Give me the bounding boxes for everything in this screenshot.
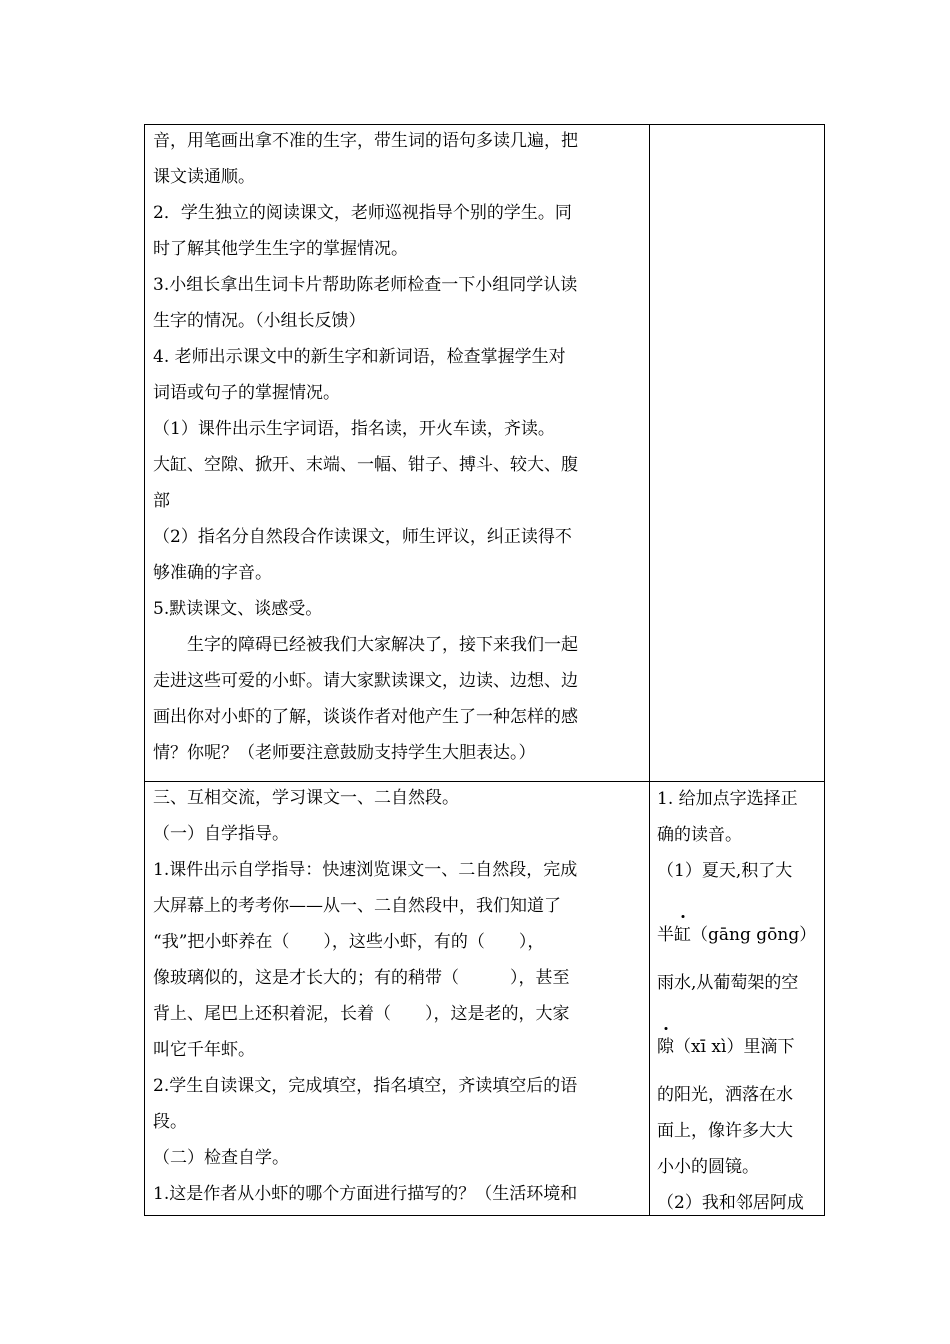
text-line: （1）课件出示生字词语，指名读，开火车读，齐读。	[153, 419, 555, 439]
text-line: （一）自学指导。	[153, 824, 289, 844]
exercise-line: （2）我和邻居阿成	[657, 1193, 804, 1213]
dotted-character: 隙	[657, 1037, 674, 1057]
text-line: 大屏幕上的考考你——从一、二自然段中，我们知道了	[153, 896, 561, 916]
exercise-line: 面上，像许多大大	[657, 1121, 793, 1141]
dotted-character: 缸	[674, 925, 691, 945]
lesson-plan-table	[144, 124, 825, 1216]
text-line: 音，用笔画出拿不准的生字，带生词的语句多读几遍，把	[153, 131, 578, 151]
text-line: 生字的情况。（小组长反馈）	[153, 311, 366, 331]
text-line: 生字的障碍已经被我们大家解决了，接下来我们一起	[153, 635, 578, 655]
exercise-line: 确的读音。	[657, 825, 742, 845]
column-divider	[649, 125, 650, 1215]
text-line: 三、互相交流，学习课文一、二自然段。	[153, 788, 459, 808]
exercise-line: 1. 给加点字选择正	[657, 789, 798, 809]
exercise-text: （gāng gōng）	[691, 925, 817, 945]
text-line: 段。	[153, 1112, 187, 1132]
text-line: 词语或句子的掌握情况。	[153, 383, 340, 403]
text-line: 像玻璃似的，这是才长大的；有的稍带（ ），甚至	[153, 968, 570, 988]
text-line: 大缸、空隙、掀开、末端、一幅、钳子、搏斗、较大、腹	[153, 455, 578, 475]
exercise-line	[657, 1037, 794, 1057]
text-line: 情？你呢？（老师要注意鼓励支持学生大胆表达。）	[153, 743, 536, 763]
text-line: 3.小组长拿出生词卡片帮助陈老师检查一下小组同学认读	[153, 275, 578, 295]
text-line: 课文读通顺。	[153, 167, 255, 187]
row-divider	[145, 781, 824, 782]
text-line: 背上、尾巴上还积着泥，长着（ ），这是老的，大家	[153, 1004, 570, 1024]
text-line: 够准确的字音。	[153, 563, 272, 583]
exercise-line: 的阳光，洒落在水	[657, 1085, 793, 1105]
text-line: “我”把小虾养在（ ），这些小虾，有的（ ），	[153, 932, 545, 952]
exercise-line: 雨水,从葡萄架的空	[657, 973, 799, 993]
exercise-text: 半	[657, 925, 674, 945]
text-line: 叫它千年虾。	[153, 1040, 255, 1060]
text-line: 4. 老师出示课文中的新生字和新词语，检查掌握学生对	[153, 347, 566, 367]
text-line: 1.课件出示自学指导：快速浏览课文一、二自然段，完成	[153, 860, 578, 880]
text-line: 2．学生独立的阅读课文，老师巡视指导个别的学生。同	[153, 203, 572, 223]
text-line: 1.这是作者从小虾的哪个方面进行描写的？（生活环境和	[153, 1184, 578, 1204]
exercise-line: （1）夏天,积了大	[657, 861, 793, 881]
text-line: 画出你对小虾的了解，谈谈作者对他产生了一种怎样的感	[153, 707, 578, 727]
text-line: 时了解其他学生生字的掌握情况。	[153, 239, 408, 259]
exercise-text: （xī xì）里滴下	[674, 1037, 795, 1057]
text-line: 5.默读课文、谈感受。	[153, 599, 323, 619]
exercise-line	[657, 925, 816, 945]
exercise-line: 小小的圆镜。	[657, 1157, 759, 1177]
text-line: （二）检查自学。	[153, 1148, 289, 1168]
text-line: 2.学生自读课文，完成填空，指名填空，齐读填空后的语	[153, 1076, 578, 1096]
text-line: 部	[153, 491, 170, 511]
text-line: 走进这些可爱的小虾。请大家默读课文，边读、边想、边	[153, 671, 578, 691]
text-line: （2）指名分自然段合作读课文，师生评议，纠正读得不	[153, 527, 572, 547]
